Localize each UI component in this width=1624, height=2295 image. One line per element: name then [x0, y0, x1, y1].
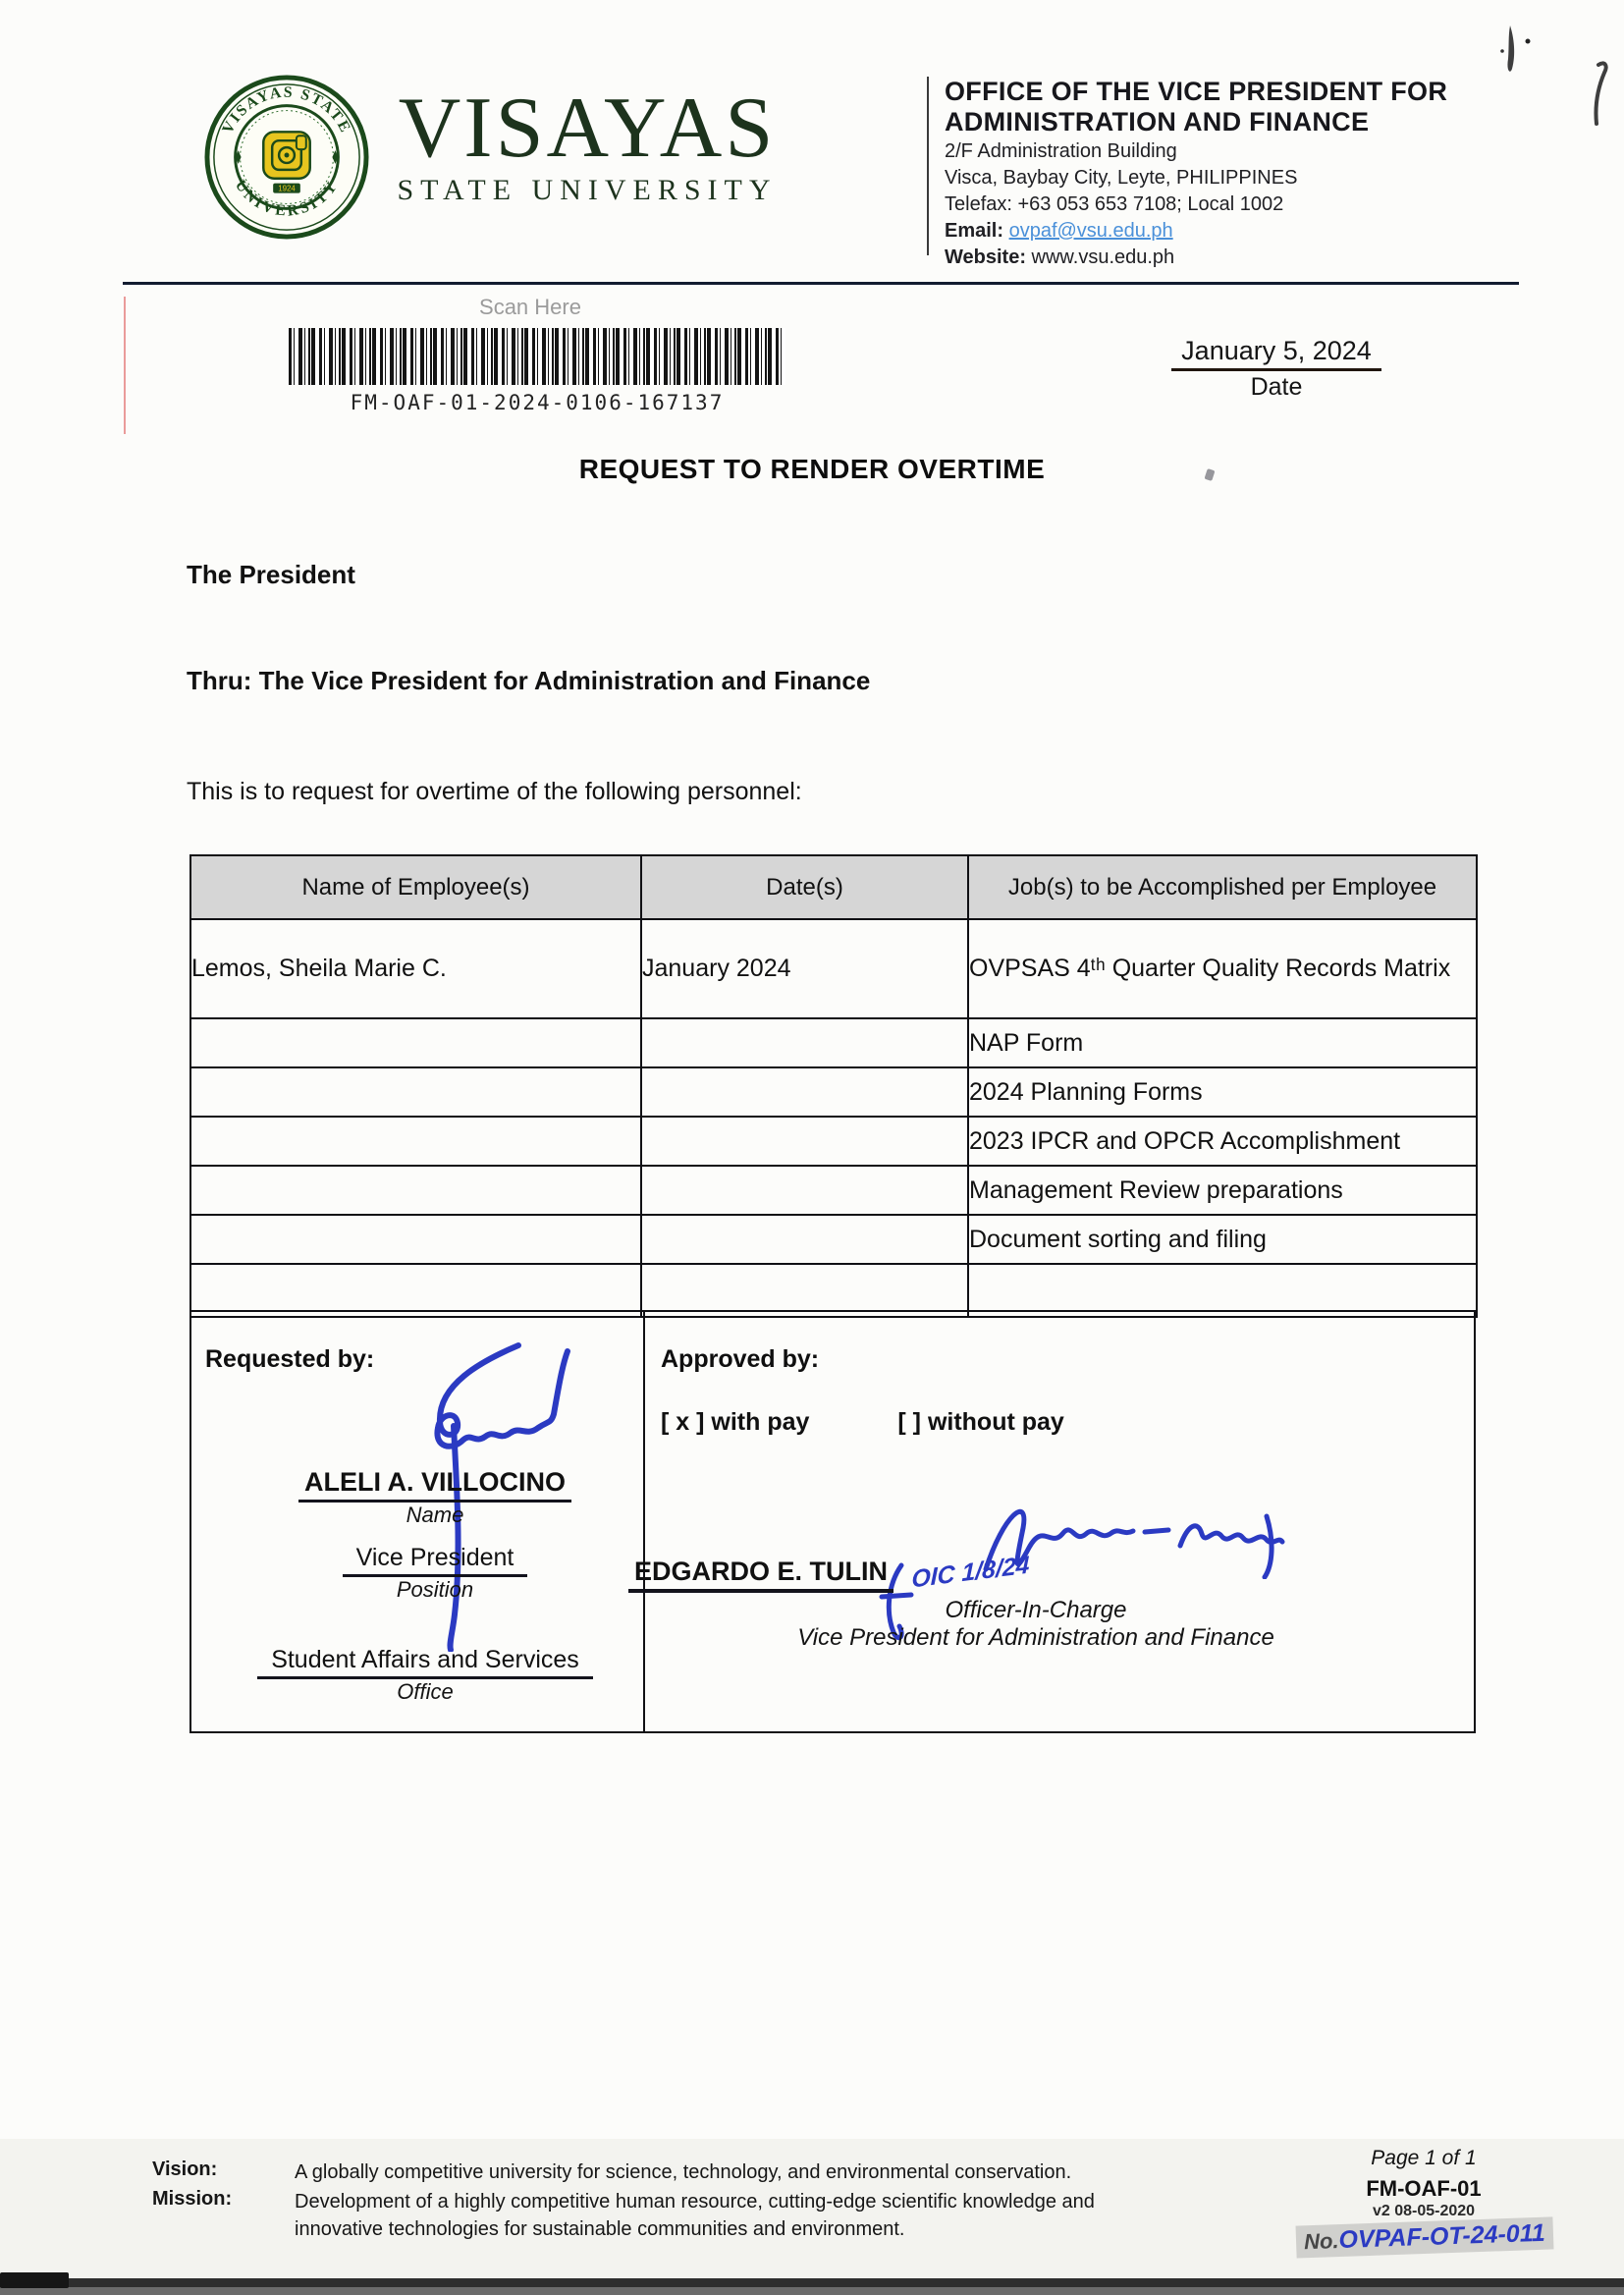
website-value: www.vsu.edu.ph: [1031, 246, 1175, 268]
cell-employee-name: Lemos, Sheila Marie C.: [190, 919, 641, 1018]
approver-name: EDGARDO E. TULIN: [628, 1557, 893, 1593]
university-wordmark: [381, 81, 793, 206]
page-number: Page 1 of 1: [1371, 2147, 1477, 2169]
thru-line: Thru: The Vice President for Administration and Finance: [187, 666, 871, 695]
pay-options: [661, 1408, 1153, 1437]
scan-artifact-red-line: [124, 297, 126, 434]
email-label: Email:: [945, 220, 1009, 242]
col-header-job: Job(s) to be Accomplished per Employee: [968, 855, 1477, 919]
document-title: REQUEST TO RENDER OVERTIME: [578, 454, 1046, 484]
form-version: v2 08-05-2020: [1372, 2203, 1476, 2219]
approver-handwritten-note: OIC 1/8/24: [911, 1551, 1031, 1594]
date-label: Date: [1250, 373, 1303, 401]
date-block: [1119, 336, 1434, 402]
form-code: FM-OAF-01: [1366, 2176, 1482, 2201]
cell-job: [968, 1264, 1477, 1317]
seal-ring-bottom-text: UNIVERSITY: [231, 177, 343, 220]
approver-position-block: [825, 1597, 1247, 1624]
col-header-date: Date(s): [641, 855, 968, 919]
table-header-row: [190, 855, 1477, 919]
table-row: [190, 1264, 1477, 1317]
office-title-line1: OFFICE OF THE VICE PRESIDENT FOR: [945, 77, 1448, 106]
table-row: [190, 919, 1477, 1018]
signature-box-divider: [643, 1312, 645, 1731]
addressee-line: The President: [187, 560, 355, 589]
scan-corner-blot: [0, 2272, 69, 2288]
requester-position: Vice President: [343, 1544, 528, 1577]
approver-office: Vice President for Administration and Finance: [797, 1624, 1274, 1651]
office-caption: Office: [397, 1679, 454, 1704]
cell-job: 2024 Planning Forms: [968, 1067, 1477, 1117]
scan-bottom-edge: [0, 2278, 1624, 2287]
cell-employee-name: [190, 1264, 641, 1317]
cell-job: Document sorting and filing: [968, 1215, 1477, 1264]
office-address-line1: 2/F Administration Building: [945, 140, 1177, 162]
approved-by-label: Approved by:: [661, 1345, 820, 1373]
university-name: VISAYAS: [398, 81, 777, 176]
intro-line: This is to request for overtime of the following personnel:: [187, 778, 802, 805]
office-address-line2: Visca, Baybay City, Leyte, PHILIPPINES: [945, 167, 1298, 189]
cell-date: [641, 1117, 968, 1166]
office-telefax: Telefax: +63 053 653 7108; Local 1002: [945, 193, 1284, 215]
no-label: No.: [1303, 2228, 1339, 2255]
table-row: [190, 1166, 1477, 1215]
requester-office: Student Affairs and Services: [257, 1646, 593, 1679]
with-pay-option: [ x ] with pay: [661, 1408, 810, 1436]
seal-center-emblem: [263, 132, 309, 178]
requester-name: ALELI A. VILLOCINO: [298, 1467, 571, 1503]
position-caption: Position: [396, 1577, 474, 1602]
table-row: [190, 1018, 1477, 1067]
cell-job: 2023 IPCR and OPCR Accomplishment: [968, 1117, 1477, 1166]
cell-employee-name: [190, 1018, 641, 1067]
mission-label: Mission:: [152, 2188, 233, 2210]
mission-text: Development of a highly competitive human resource, cutting-edge scientific knowledge and innovative technologies for sustainable communities and environment.: [295, 2191, 1095, 2240]
vision-label: Vision:: [152, 2158, 218, 2180]
cell-date: January 2024: [641, 919, 968, 1018]
date-value: January 5, 2024: [1171, 336, 1381, 371]
barcode-number: FM-OAF-01-2024-0106-167137: [350, 391, 725, 414]
name-caption: Name: [406, 1503, 464, 1527]
header-vertical-divider: [927, 77, 929, 255]
cell-job: OVPSAS 4ᵗʰ Quarter Quality Records Matrix: [968, 919, 1477, 1018]
cell-date: [641, 1018, 968, 1067]
barcode: [289, 328, 785, 385]
scan-artifact-ink-smudges: [1473, 8, 1620, 136]
office-email-line: [945, 218, 1494, 244]
without-pay-option: [ ] without pay: [897, 1408, 1064, 1436]
cell-date: [641, 1264, 968, 1317]
university-subname: STATE UNIVERSITY: [397, 174, 778, 206]
requester-name-block: [239, 1467, 631, 1528]
office-title-line2: ADMINISTRATION AND FINANCE: [945, 107, 1370, 137]
cell-employee-name: [190, 1117, 641, 1166]
requested-by-label: Requested by:: [205, 1345, 375, 1373]
requester-position-block: [239, 1544, 631, 1603]
table-row: [190, 1067, 1477, 1117]
vision-text: A globally competitive university for science, technology, and environmental conservation.: [295, 2161, 1072, 2183]
table-row: [190, 1117, 1477, 1166]
cell-date: [641, 1166, 968, 1215]
table-row: [190, 1215, 1477, 1264]
website-label: Website:: [945, 246, 1032, 268]
cell-employee-name: [190, 1166, 641, 1215]
cell-job: Management Review preparations: [968, 1166, 1477, 1215]
no-value-handwritten: OVPAF-OT-24-011: [1338, 2218, 1546, 2255]
approver-office-block: [776, 1624, 1296, 1652]
col-header-name: Name of Employee(s): [190, 855, 641, 919]
overtime-table: [189, 854, 1478, 1318]
cell-date: [641, 1067, 968, 1117]
office-header-block: [945, 77, 1494, 270]
cell-job: NAP Form: [968, 1018, 1477, 1067]
cell-employee-name: [190, 1215, 641, 1264]
approver-name-block: [628, 1551, 1031, 1594]
header-rule: [123, 282, 1519, 285]
requester-office-block: [209, 1646, 641, 1705]
scan-here-label: Scan Here: [479, 295, 581, 319]
office-website-line: [945, 245, 1494, 270]
vsu-seal-logo: [204, 75, 369, 240]
seal-year-text: 1924: [278, 184, 296, 193]
cell-employee-name: [190, 1067, 641, 1117]
seal-ring-top-text: VISAYAS STATE: [219, 83, 354, 137]
cell-date: [641, 1215, 968, 1264]
approver-position: Officer-In-Charge: [945, 1597, 1127, 1623]
email-link[interactable]: ovpaf@vsu.edu.ph: [1008, 220, 1173, 242]
